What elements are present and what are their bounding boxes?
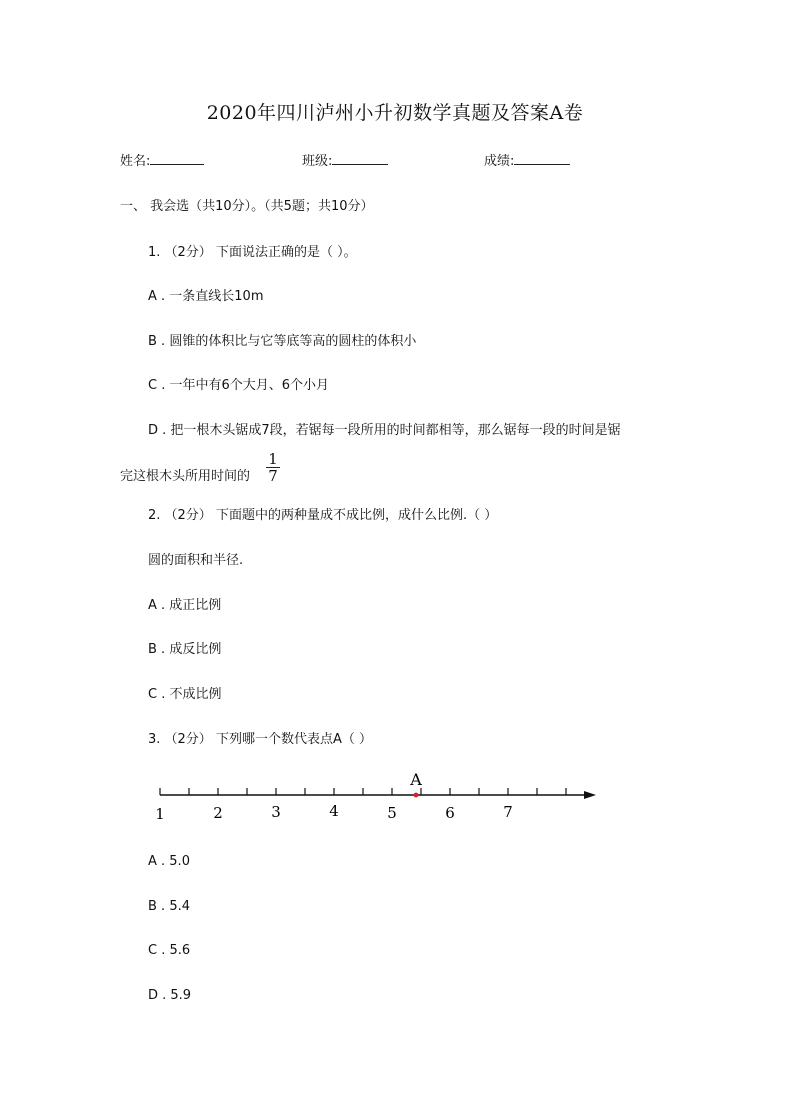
name-field <box>120 152 204 171</box>
number-line-label-7: 7 <box>503 803 513 821</box>
question-1-option-d[interactable]: D . 把一根木头锯成7段，若锯每一段所用的时间都相等，那么锯每一段的时间是锯 <box>148 423 621 438</box>
section-heading: 一、 我会选（共10分）。（共5题；共10分） <box>120 199 374 214</box>
question-1-option-b[interactable]: B . 圆锥的体积比与它等底等高的圆柱的体积小 <box>148 334 417 349</box>
question-2-option-b[interactable]: B . 成反比例 <box>148 642 222 657</box>
fraction-denominator: 7 <box>268 467 278 485</box>
question-3-option-a[interactable]: A . 5.0 <box>148 854 190 869</box>
class-blank[interactable] <box>332 152 388 165</box>
question-2-option-a[interactable]: A . 成正比例 <box>148 598 222 613</box>
score-label: 成绩: <box>484 154 515 169</box>
name-label: 姓名: <box>120 154 151 169</box>
point-a-label: A <box>410 770 422 789</box>
question-3-option-d[interactable]: D . 5.9 <box>148 988 192 1003</box>
number-line-label-6: 6 <box>445 804 455 822</box>
number-line-label-5: 5 <box>387 804 397 822</box>
point-a-marker <box>414 793 419 798</box>
page-title: 2020年四川泸州小升初数学真题及答案A卷 <box>206 102 584 124</box>
question-3-option-b[interactable]: B . 5.4 <box>148 899 190 914</box>
question-1-option-d-continued: 完这根木头所用时间的 <box>120 469 251 484</box>
question-3-option-c[interactable]: C . 5.6 <box>148 943 191 958</box>
fraction-one-seventh <box>266 452 280 483</box>
name-blank[interactable] <box>150 152 204 165</box>
number-line-label-2: 2 <box>213 804 223 822</box>
question-1-stem: 1. （2分） 下面说法正确的是（ ）。 <box>148 245 357 260</box>
score-blank[interactable] <box>514 152 570 165</box>
score-field <box>484 152 570 171</box>
number-line-label-4: 4 <box>329 802 339 820</box>
fraction-numerator: 1 <box>268 450 278 468</box>
number-line-label-1: 1 <box>155 805 165 823</box>
number-line-arrow <box>584 791 596 799</box>
question-2-stem: 2. （2分） 下面题中的两种量成不成比例，成什么比例.（ ） <box>148 508 498 523</box>
question-2-option-c[interactable]: C . 不成比例 <box>148 687 222 702</box>
question-2-subject: 圆的面积和半径. <box>148 553 244 568</box>
question-1-option-c[interactable]: C . 一年中有6个大月、6个小月 <box>148 378 330 393</box>
class-label: 班级: <box>302 154 333 169</box>
class-field <box>302 152 388 171</box>
number-line <box>150 766 600 828</box>
number-line-label-3: 3 <box>271 803 281 821</box>
question-1-option-a[interactable]: A . 一条直线长10m <box>148 289 264 304</box>
question-3-stem: 3. （2分） 下列哪一个数代表点A（ ） <box>148 732 372 747</box>
